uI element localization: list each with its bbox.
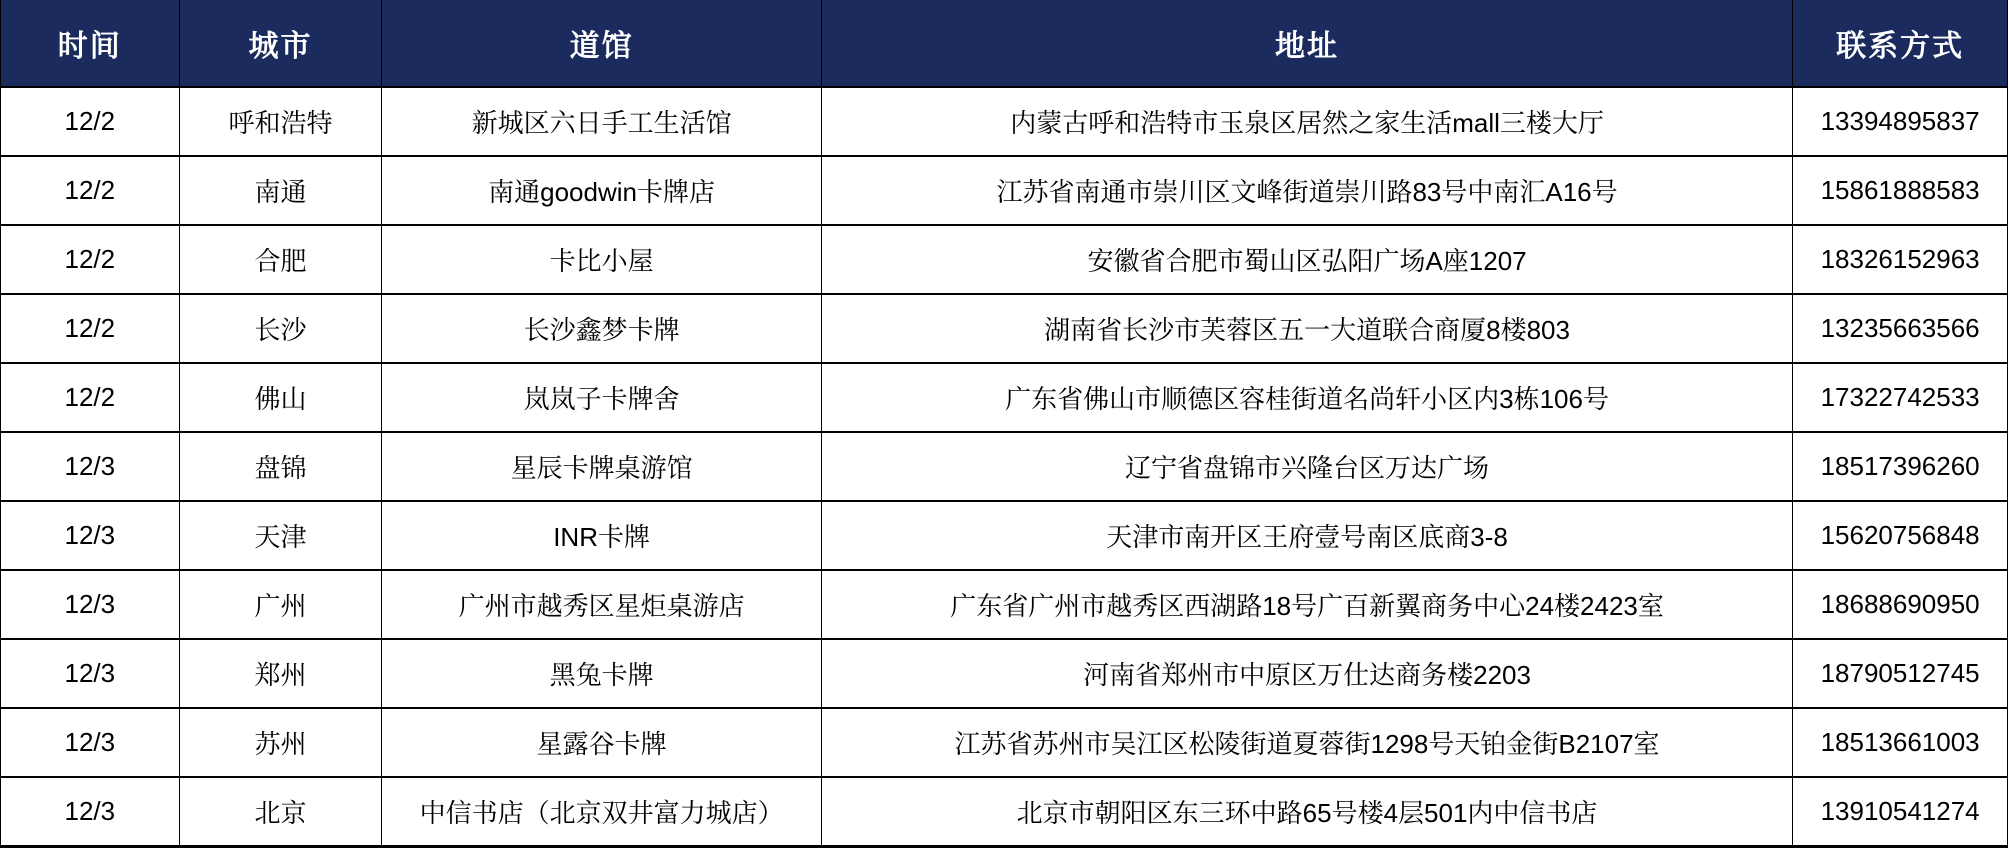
cell-time: 12/3: [1, 432, 180, 501]
column-header-venue: 道馆: [382, 0, 822, 87]
cell-contact: 17322742533: [1793, 363, 2008, 432]
cell-city: 南通: [179, 156, 382, 225]
cell-venue: 长沙鑫梦卡牌: [382, 294, 822, 363]
table-row: [1, 432, 2008, 501]
cell-address: 北京市朝阳区东三环中路65号楼4层501内中信书店: [821, 777, 1792, 847]
table-row: [1, 87, 2008, 156]
column-header-city: 城市: [179, 0, 382, 87]
cell-city: 盘锦: [179, 432, 382, 501]
cell-time: 12/2: [1, 156, 180, 225]
cell-address: 江苏省南通市崇川区文峰街道崇川路83号中南汇A16号: [821, 156, 1792, 225]
cell-time: 12/2: [1, 294, 180, 363]
cell-contact: 15620756848: [1793, 501, 2008, 570]
table-row: [1, 777, 2008, 847]
cell-time: 12/3: [1, 777, 180, 847]
cell-city: 苏州: [179, 708, 382, 777]
cell-contact: 13235663566: [1793, 294, 2008, 363]
cell-time: 12/2: [1, 363, 180, 432]
header-row: [1, 0, 2008, 87]
cell-contact: 13394895837: [1793, 87, 2008, 156]
table-row: [1, 294, 2008, 363]
cell-city: 长沙: [179, 294, 382, 363]
table-row: [1, 363, 2008, 432]
cell-venue: 卡比小屋: [382, 225, 822, 294]
cell-address: 广东省佛山市顺德区容桂街道名尚轩小区内3栋106号: [821, 363, 1792, 432]
cell-city: 广州: [179, 570, 382, 639]
cell-time: 12/3: [1, 708, 180, 777]
column-header-time: 时间: [1, 0, 180, 87]
cell-contact: 18688690950: [1793, 570, 2008, 639]
column-header-contact: 联系方式: [1793, 0, 2008, 87]
cell-city: 郑州: [179, 639, 382, 708]
cell-time: 12/3: [1, 570, 180, 639]
table-header: [1, 0, 2008, 87]
cell-venue: 黑兔卡牌: [382, 639, 822, 708]
cell-contact: 18513661003: [1793, 708, 2008, 777]
table-row: [1, 501, 2008, 570]
table-row: [1, 639, 2008, 708]
table-row: [1, 708, 2008, 777]
cell-venue: 星辰卡牌桌游馆: [382, 432, 822, 501]
cell-contact: 15861888583: [1793, 156, 2008, 225]
cell-address: 湖南省长沙市芙蓉区五一大道联合商厦8楼803: [821, 294, 1792, 363]
cell-venue: 广州市越秀区星炬桌游店: [382, 570, 822, 639]
cell-city: 天津: [179, 501, 382, 570]
cell-time: 12/3: [1, 639, 180, 708]
cell-time: 12/3: [1, 501, 180, 570]
table-row: [1, 570, 2008, 639]
cell-address: 安徽省合肥市蜀山区弘阳广场A座1207: [821, 225, 1792, 294]
column-header-address: 地址: [821, 0, 1792, 87]
table-row: [1, 156, 2008, 225]
table-row: [1, 225, 2008, 294]
cell-time: 12/2: [1, 225, 180, 294]
cell-contact: 18790512745: [1793, 639, 2008, 708]
cell-address: 内蒙古呼和浩特市玉泉区居然之家生活mall三楼大厅: [821, 87, 1792, 156]
cell-address: 河南省郑州市中原区万仕达商务楼2203: [821, 639, 1792, 708]
table-body: [1, 87, 2008, 847]
cell-venue: 星露谷卡牌: [382, 708, 822, 777]
cell-city: 北京: [179, 777, 382, 847]
cell-venue: 岚岚子卡牌舍: [382, 363, 822, 432]
cell-venue: INR卡牌: [382, 501, 822, 570]
cell-venue: 南通goodwin卡牌店: [382, 156, 822, 225]
cell-venue: 中信书店（北京双井富力城店）: [382, 777, 822, 847]
cell-address: 广东省广州市越秀区西湖路18号广百新翼商务中心24楼2423室: [821, 570, 1792, 639]
cell-city: 合肥: [179, 225, 382, 294]
cell-venue: 新城区六日手工生活馆: [382, 87, 822, 156]
cell-address: 辽宁省盘锦市兴隆台区万达广场: [821, 432, 1792, 501]
cell-city: 佛山: [179, 363, 382, 432]
cell-address: 江苏省苏州市吴江区松陵街道夏蓉街1298号天铂金街B2107室: [821, 708, 1792, 777]
cell-address: 天津市南开区王府壹号南区底商3-8: [821, 501, 1792, 570]
cell-contact: 18517396260: [1793, 432, 2008, 501]
cell-city: 呼和浩特: [179, 87, 382, 156]
cell-contact: 18326152963: [1793, 225, 2008, 294]
cell-time: 12/2: [1, 87, 180, 156]
cell-contact: 13910541274: [1793, 777, 2008, 847]
